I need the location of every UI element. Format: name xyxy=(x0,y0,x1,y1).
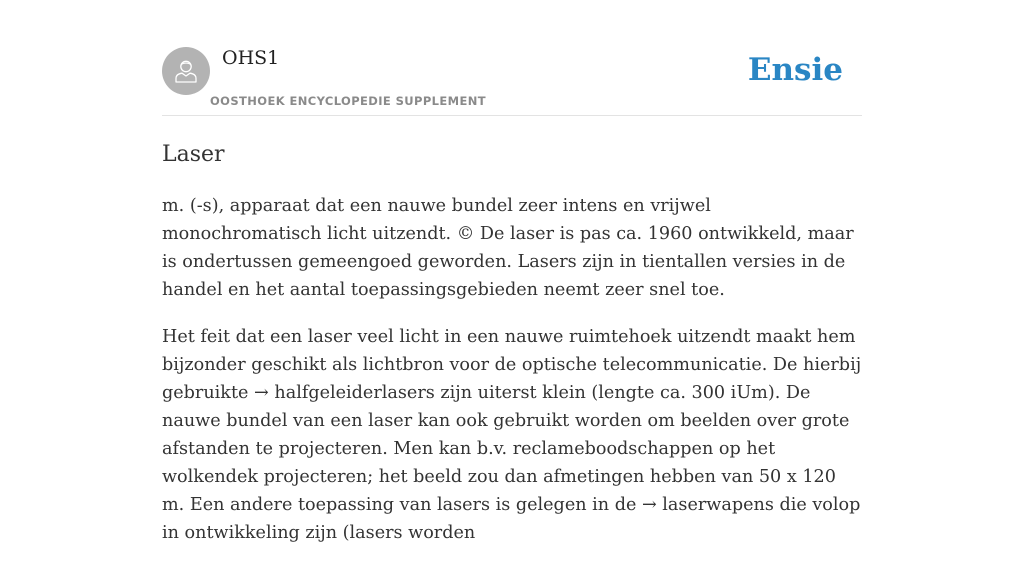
source-avatar[interactable] xyxy=(162,47,210,95)
user-avatar-icon xyxy=(171,56,201,86)
source-subtitle: OOSTHOEK ENCYCLOPEDIE SUPPLEMENT xyxy=(210,94,487,108)
content-container xyxy=(162,0,862,543)
header xyxy=(162,0,862,116)
article-paragraph: m. (-s), apparaat dat een nauwe bundel zeer intens en vrijwel monochromatisch licht uitzendt. © De laser is pas ca. 1960 ontwikkeld, maar is ondertussen gemeengoed geworden. Lasers zijn in tientallen versies in de handel en het aantal toepassingsgebieden neemt zeer snel toe. xyxy=(162,196,854,300)
source-name[interactable]: OHS1 xyxy=(222,47,280,69)
article-body xyxy=(162,192,862,566)
article-title: Laser xyxy=(162,142,225,167)
article-paragraph: Het feit dat een laser veel licht in een nauwe ruimtehoek uitzendt maakt hem bijzonder geschikt als lichtbron voor de optische telecommunicatie. De hierbij gebruikte → halfgeleiderlasers zijn uiterst klein (lengte ca. 300 iUm). De nauwe bundel van een laser kan ook gebruikt worden om beelden over grote afstanden te projecteren. Men kan b.v. reclameboodschappen op het wolkendek projecteren; het beeld zou dan afmetingen hebben van 50 x 120 m. Een andere toepassing van lasers is gelegen in de → laserwapens die volop in ontwikkeling zijn (lasers worden xyxy=(162,327,862,543)
ensie-logo[interactable]: Ensie xyxy=(747,52,843,88)
